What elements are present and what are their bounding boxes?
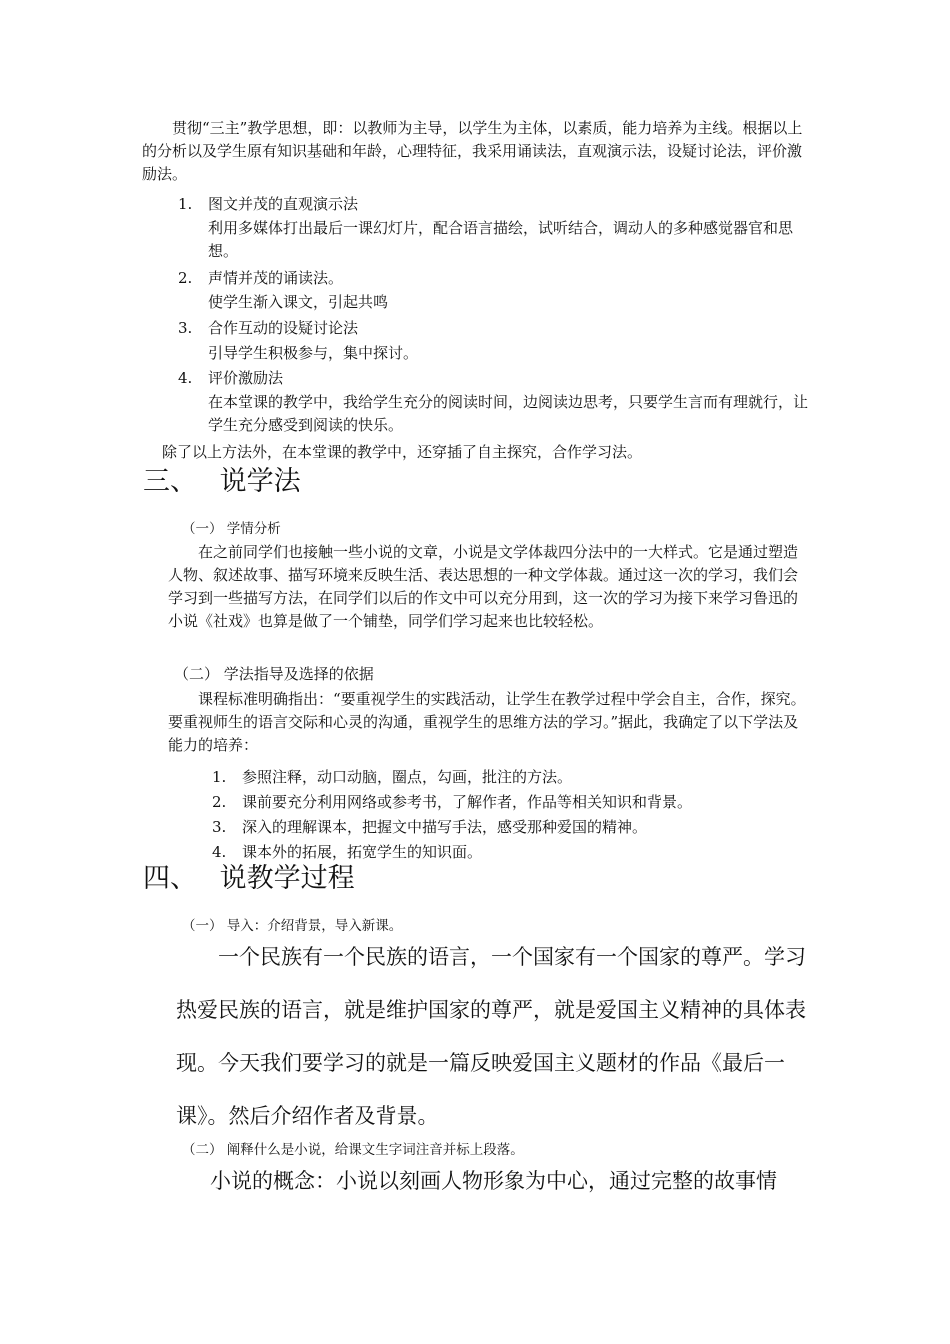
method-detail-4: 在本堂课的教学中，我给学生充分的阅读时间，边阅读边思考，只要学生言而有理就行，让学生充分感受到阅读的快乐。: [208, 393, 809, 434]
method-number: 3.: [178, 319, 193, 337]
section-title: 说教学过程: [219, 863, 355, 894]
method-detail-1: 利用多媒体打出最后一课幻灯片，配合语言描绘，试听结合，调动人的多种感觉器官和思想。: [208, 219, 794, 260]
section-number: 三、: [143, 466, 197, 497]
method-number: 1.: [178, 195, 193, 213]
item-number: 2.: [212, 793, 227, 811]
method-detail-2: 使学生渐入课文，引起共鸣: [208, 293, 389, 311]
subsection-title: （一） 导入：介绍背景，导入新课。: [182, 918, 403, 934]
learning-analysis-paragraph: 在之前同学们也接触一些小说的文章，小说是文学体裁四分法中的一大样式。它是通过塑造人物、叙述故事、描写环境来反映生活、表达思想的一种文学体裁。通过这一次的学习，我们会学习到一些描写方法，在同学们以后的作文中可以充分用到，这一次的学习为接下来学习鲁迅的小说《社戏》也算是做了一个铺垫，同学们学习起来也比较轻松。: [168, 543, 799, 630]
item-text: 课本外的拓展，拓宽学生的知识面。: [242, 843, 483, 861]
method-number: 4.: [178, 369, 193, 387]
section-heading-4: [143, 862, 355, 896]
intro-closing: 除了以上方法外，在本堂课的教学中，还穿插了自主探究，合作学习法。: [162, 443, 643, 461]
subsection-title: （二） 学法指导及选择的依据: [174, 665, 374, 683]
item-text: 参照注释，动口动脑，圈点，勾画，批注的方法。: [242, 768, 573, 786]
item-number: 3.: [212, 818, 227, 836]
method-detail-3: 引导学生积极参与，集中探讨。: [208, 344, 419, 362]
section-heading-3: [143, 465, 301, 499]
subsection-title: （二） 阐释什么是小说，给课文生字词注音并标上段落。: [182, 1142, 524, 1158]
novel-definition-paragraph: 小说的概念：小说以刻画人物形象为中心，通过完整的故事情: [210, 1169, 777, 1193]
item-text: 课前要充分利用网络或参考书，了解作者，作品等相关知识和背景。: [242, 793, 693, 811]
item-number: 1.: [212, 768, 227, 786]
intro-paragraph: 贯彻“三主”教学思想，即：以教师为主导，以学生为主体，以素质，能力培养为主线。根据以上的分析以及学生原有知识基础和年龄，心理特征，我采用诵读法，直观演示法，设疑讨论法，评价激励法。: [142, 119, 803, 183]
item-text: 深入的理解课本，把握文中描写手法，感受那种爱国的精神。: [242, 818, 648, 836]
learning-guidance-paragraph: 课程标准明确指出：“要重视学生的实践活动，让学生在教学过程中学会自主，合作，探究。要重视师生的语言交际和心灵的沟通，重视学生的思维方法的学习。”据此，我确定了以下学法及能力的培养：: [168, 690, 806, 754]
section-number: 四、: [143, 863, 197, 894]
method-number: 2.: [178, 269, 193, 287]
method-title: 评价激励法: [208, 369, 284, 387]
section-title: 说学法: [219, 466, 301, 497]
item-number: 4.: [212, 843, 227, 861]
method-title: 合作互动的设疑讨论法: [208, 319, 359, 337]
method-title: 声情并茂的诵读法。: [208, 269, 344, 287]
introduction-paragraph: 一个民族有一个民族的语言，一个国家有一个国家的尊严。学习热爱民族的语言，就是维护国家的尊严，就是爱国主义精神的具体表现。今天我们要学习的就是一篇反映爱国主义题材的作品《最后一课》。然后介绍作者及背景。: [176, 945, 806, 1128]
subsection-title: （一） 学情分析: [182, 521, 281, 537]
method-title: 图文并茂的直观演示法: [208, 195, 359, 213]
